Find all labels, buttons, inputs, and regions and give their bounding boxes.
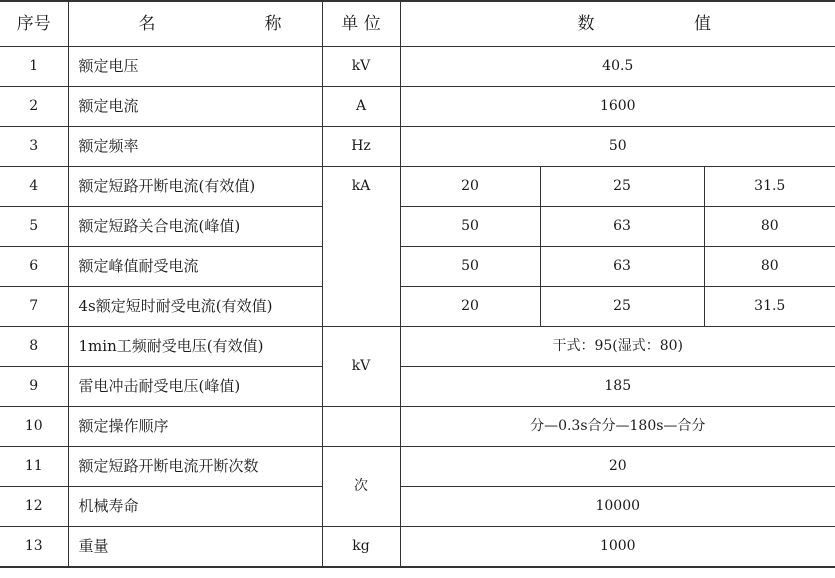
row-unit: A <box>322 87 400 127</box>
row-value-2: 25 <box>540 167 704 207</box>
row-value-2: 25 <box>540 287 704 327</box>
row-value-3: 31.5 <box>704 287 835 327</box>
row-name: 额定短路开断电流(有效值) <box>68 167 322 207</box>
header-value <box>400 1 835 47</box>
table-row <box>0 327 835 367</box>
header-name-right: 称 <box>264 14 282 34</box>
row-value: 50 <box>400 127 835 167</box>
row-unit: kA <box>322 167 400 327</box>
header-name <box>68 1 322 47</box>
header-value-left: 数 <box>577 14 595 34</box>
row-number: 12 <box>0 487 68 527</box>
row-value-3: 80 <box>704 207 835 247</box>
row-unit: kg <box>322 527 400 568</box>
row-number: 13 <box>0 527 68 568</box>
row-value: 10000 <box>400 487 835 527</box>
row-name: 额定电流 <box>68 87 322 127</box>
row-name: 额定电压 <box>68 47 322 87</box>
row-number: 6 <box>0 247 68 287</box>
header-seq: 序号 <box>0 1 68 47</box>
row-number: 3 <box>0 127 68 167</box>
row-value-2: 63 <box>540 247 704 287</box>
row-name: 额定频率 <box>68 127 322 167</box>
table-row <box>0 527 835 568</box>
row-value-3: 80 <box>704 247 835 287</box>
header-name-left: 名 <box>138 14 156 34</box>
row-value: 185 <box>400 367 835 407</box>
row-unit: 次 <box>322 447 400 527</box>
row-name: 重量 <box>68 527 322 568</box>
row-value-1: 20 <box>400 167 540 207</box>
table-row <box>0 167 835 207</box>
row-value-1: 50 <box>400 207 540 247</box>
row-name: 额定短路开断电流开断次数 <box>68 447 322 487</box>
row-unit-empty <box>322 407 400 447</box>
row-value-1: 20 <box>400 287 540 327</box>
row-value-2: 63 <box>540 207 704 247</box>
row-number: 10 <box>0 407 68 447</box>
row-number: 4 <box>0 167 68 207</box>
row-value: 分—0.3s合分—180s—合分 <box>400 407 835 447</box>
table-row <box>0 87 835 127</box>
row-value: 1600 <box>400 87 835 127</box>
table-row <box>0 207 835 247</box>
row-number: 5 <box>0 207 68 247</box>
row-name: 1min工频耐受电压(有效值) <box>68 327 322 367</box>
row-unit: kV <box>322 327 400 407</box>
table-row <box>0 247 835 287</box>
row-number: 2 <box>0 87 68 127</box>
header-value-right: 值 <box>694 14 712 34</box>
row-number: 8 <box>0 327 68 367</box>
table-row <box>0 367 835 407</box>
row-number: 9 <box>0 367 68 407</box>
row-value-3: 31.5 <box>704 167 835 207</box>
row-number: 1 <box>0 47 68 87</box>
header-unit: 单 位 <box>322 1 400 47</box>
row-name: 额定峰值耐受电流 <box>68 247 322 287</box>
row-number: 7 <box>0 287 68 327</box>
row-name: 4s额定短时耐受电流(有效值) <box>68 287 322 327</box>
row-value-1: 50 <box>400 247 540 287</box>
row-unit: kV <box>322 47 400 87</box>
table-row <box>0 47 835 87</box>
table-row <box>0 407 835 447</box>
table-row <box>0 447 835 487</box>
row-name: 额定操作顺序 <box>68 407 322 447</box>
table-row <box>0 127 835 167</box>
row-name: 额定短路关合电流(峰值) <box>68 207 322 247</box>
row-name: 雷电冲击耐受电压(峰值) <box>68 367 322 407</box>
row-value: 干式：95(湿式：80) <box>400 327 835 367</box>
header-row <box>0 1 835 47</box>
row-value: 20 <box>400 447 835 487</box>
row-value: 1000 <box>400 527 835 568</box>
row-unit: Hz <box>322 127 400 167</box>
row-number: 11 <box>0 447 68 487</box>
row-name: 机械寿命 <box>68 487 322 527</box>
table-row <box>0 287 835 327</box>
row-value: 40.5 <box>400 47 835 87</box>
table-row <box>0 487 835 527</box>
